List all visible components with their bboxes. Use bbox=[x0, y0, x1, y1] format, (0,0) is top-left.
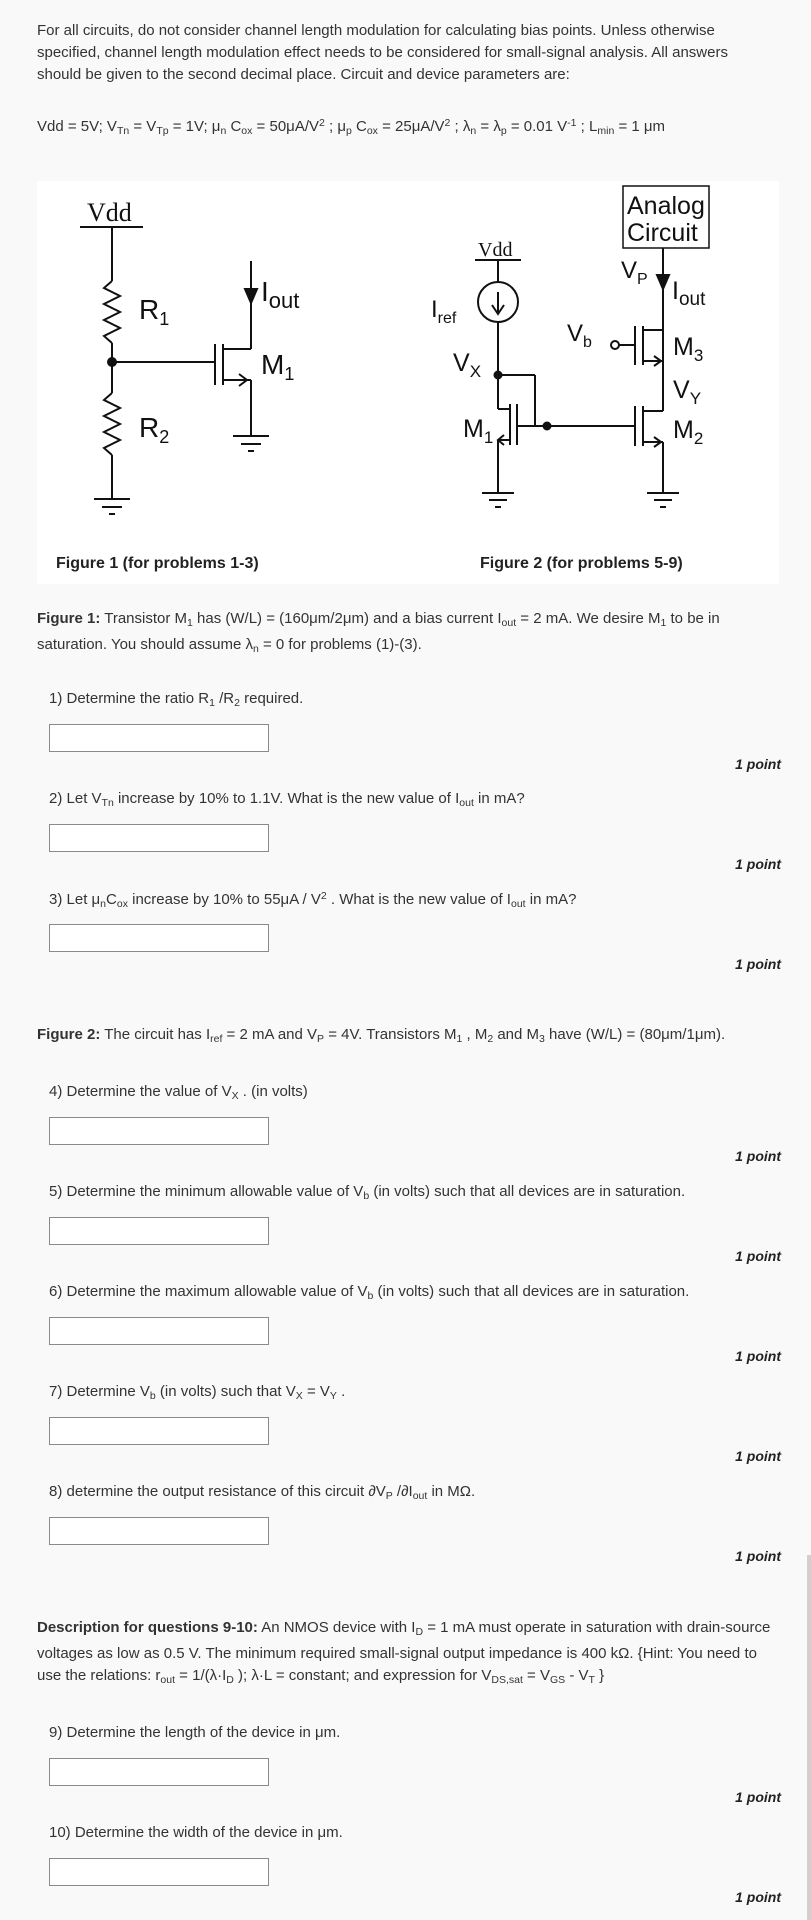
r2-label: $R_2$ bbox=[139, 412, 170, 447]
question-8: 8) determine the output resistance of this circuit $\partial V_P$ $/\partial I_{out}$ in MΩ. bbox=[49, 1483, 476, 1502]
resistor-r1 bbox=[104, 281, 120, 343]
fig2-vdd-label: Vdd bbox=[478, 239, 513, 261]
vx-label: $V_X$ bbox=[453, 349, 482, 381]
circuit-diagram bbox=[37, 181, 779, 584]
question-3-points: 1 point bbox=[735, 956, 781, 972]
question-7: 7) Determine $V_b$ (in volts) such that $V_X = V_Y$ . bbox=[49, 1383, 346, 1402]
vy-label: $V_Y$ bbox=[673, 376, 702, 408]
question-5-points: 1 point bbox=[735, 1248, 781, 1264]
question-2-points: 1 point bbox=[735, 856, 781, 872]
question-1-points: 1 point bbox=[735, 756, 781, 772]
question-3: 3) Let $\mu_nC_{ox}$ increase by 10% to $55\mu A / V^2$ . What is the new value of $I_{out}$ in mA? bbox=[49, 890, 577, 910]
answer-7-input[interactable] bbox=[49, 1417, 269, 1445]
gate-node-dot bbox=[544, 423, 551, 430]
intro-line-3: should be given to the second decimal place. Circuit and device parameters are: bbox=[37, 66, 570, 83]
question-10: 10) Determine the width of the device in μm. bbox=[49, 1824, 343, 1841]
answer-1-input[interactable] bbox=[49, 724, 269, 752]
r1-label: $R_1$ bbox=[139, 294, 170, 329]
vb-terminal bbox=[611, 341, 619, 349]
resistor-r2 bbox=[104, 393, 120, 455]
question-9-points: 1 point bbox=[735, 1789, 781, 1805]
questions-9-10-description: Description for questions 9-10: An NMOS device with $I_D = 1$ mA must operate in saturation with drain-source voltages as low as 0.5 V. The minimum required small-signal output impedance is 400 kΩ. {Hint: You need to use the relations: $r_{out} = 1/(\lambda\cdot I_D$ ); λ·L = constant; and expression for $V_{DS,sat} = V_{GS} - V_T$ } bbox=[37, 1619, 771, 1686]
analog-label-1: Analog bbox=[627, 192, 705, 220]
fig1-vdd-label: Vdd bbox=[87, 198, 132, 227]
intro-line-2: specified, channel length modulation effect needs to be considered for small-signal analysis. All answers bbox=[37, 44, 728, 61]
figure-2-caption: Figure 2 (for problems 5-9) bbox=[480, 555, 683, 572]
answer-4-input[interactable] bbox=[49, 1117, 269, 1145]
intro-line-1: For all circuits, do not consider channel length modulation for calculating bias points. Unless otherwise bbox=[37, 22, 715, 39]
question-8-points: 1 point bbox=[735, 1548, 781, 1564]
figure-1-description: Figure 1: Transistor $M_1$ has (W/L) = (160μm/2μm) and a bias current $I_{out} = 2$ mA. We desire $M_1$ to be in saturation. You should assume $\lambda_n = 0$ for problems (1)-(3). bbox=[37, 610, 720, 655]
page-scrollbar[interactable] bbox=[807, 1555, 811, 1920]
question-7-points: 1 point bbox=[735, 1448, 781, 1464]
question-6: 6) Determine the maximum allowable value of $V_b$ (in volts) such that all devices are in saturation. bbox=[49, 1283, 690, 1302]
circuit-figures bbox=[37, 181, 779, 584]
analog-label-2: Circuit bbox=[627, 219, 698, 247]
question-2: 2) Let $V_{Tn}$ increase by 10% to 1.1V. What is the new value of $I_{out}$ in mA? bbox=[49, 790, 525, 809]
iout-arrow-icon bbox=[657, 275, 669, 289]
question-6-points: 1 point bbox=[735, 1348, 781, 1364]
m2-label: $M_2$ bbox=[673, 416, 704, 448]
iout-arrow-icon bbox=[245, 289, 257, 303]
answer-5-input[interactable] bbox=[49, 1217, 269, 1245]
fig1-iout-label: $I_{out}$ bbox=[261, 276, 300, 313]
question-5: 5) Determine the minimum allowable value of $V_b$ (in volts) such that all devices are in saturation. bbox=[49, 1183, 686, 1202]
question-10-points: 1 point bbox=[735, 1889, 781, 1905]
iref-label: $I_{ref}$ bbox=[431, 296, 457, 327]
answer-2-input[interactable] bbox=[49, 824, 269, 852]
vb-label: $V_b$ bbox=[567, 320, 592, 351]
m1-label: $M_1$ bbox=[261, 349, 295, 384]
figure-2-description: Figure 2: The circuit has $I_{ref} = 2$ mA and $V_P = 4V$. Transistors $M_1$ , $M_2$ and $M_3$ have (W/L) = (80μm/1μm). bbox=[37, 1026, 726, 1045]
intro-text bbox=[37, 20, 779, 86]
figure-2-circuit bbox=[431, 186, 709, 507]
question-4-points: 1 point bbox=[735, 1148, 781, 1164]
m3-label: $M_3$ bbox=[673, 333, 704, 365]
figure-1-caption: Figure 1 (for problems 1-3) bbox=[56, 555, 259, 572]
device-parameters: Vdd = 5V; $V_{Tn} = V_{Tp} = 1V$; $\mu_n$ $C_{ox} = 50\mu A/V^2$ ; $\mu_p$ $C_{ox} = 25\mu A/V^2$ ; $\lambda_n = \lambda_p = 0.01$ $V^{-1}$ ; $L_{min} = 1$ μm bbox=[37, 117, 666, 137]
question-1: 1) Determine the ratio $R_1$ $/R_2$ required. bbox=[49, 690, 304, 709]
answer-6-input[interactable] bbox=[49, 1317, 269, 1345]
vp-label: $V_P$ bbox=[621, 257, 648, 288]
answer-3-input[interactable] bbox=[49, 924, 269, 952]
question-9: 9) Determine the length of the device in μm. bbox=[49, 1724, 341, 1741]
answer-8-input[interactable] bbox=[49, 1517, 269, 1545]
answer-9-input[interactable] bbox=[49, 1758, 269, 1786]
fig2-m1-label: $M_1$ bbox=[463, 415, 494, 447]
fig2-iout-label: $I_{out}$ bbox=[672, 277, 706, 310]
figure-1-circuit bbox=[80, 198, 299, 514]
answer-10-input[interactable] bbox=[49, 1858, 269, 1886]
question-4: 4) Determine the value of $V_X$ . (in volts) bbox=[49, 1083, 308, 1102]
